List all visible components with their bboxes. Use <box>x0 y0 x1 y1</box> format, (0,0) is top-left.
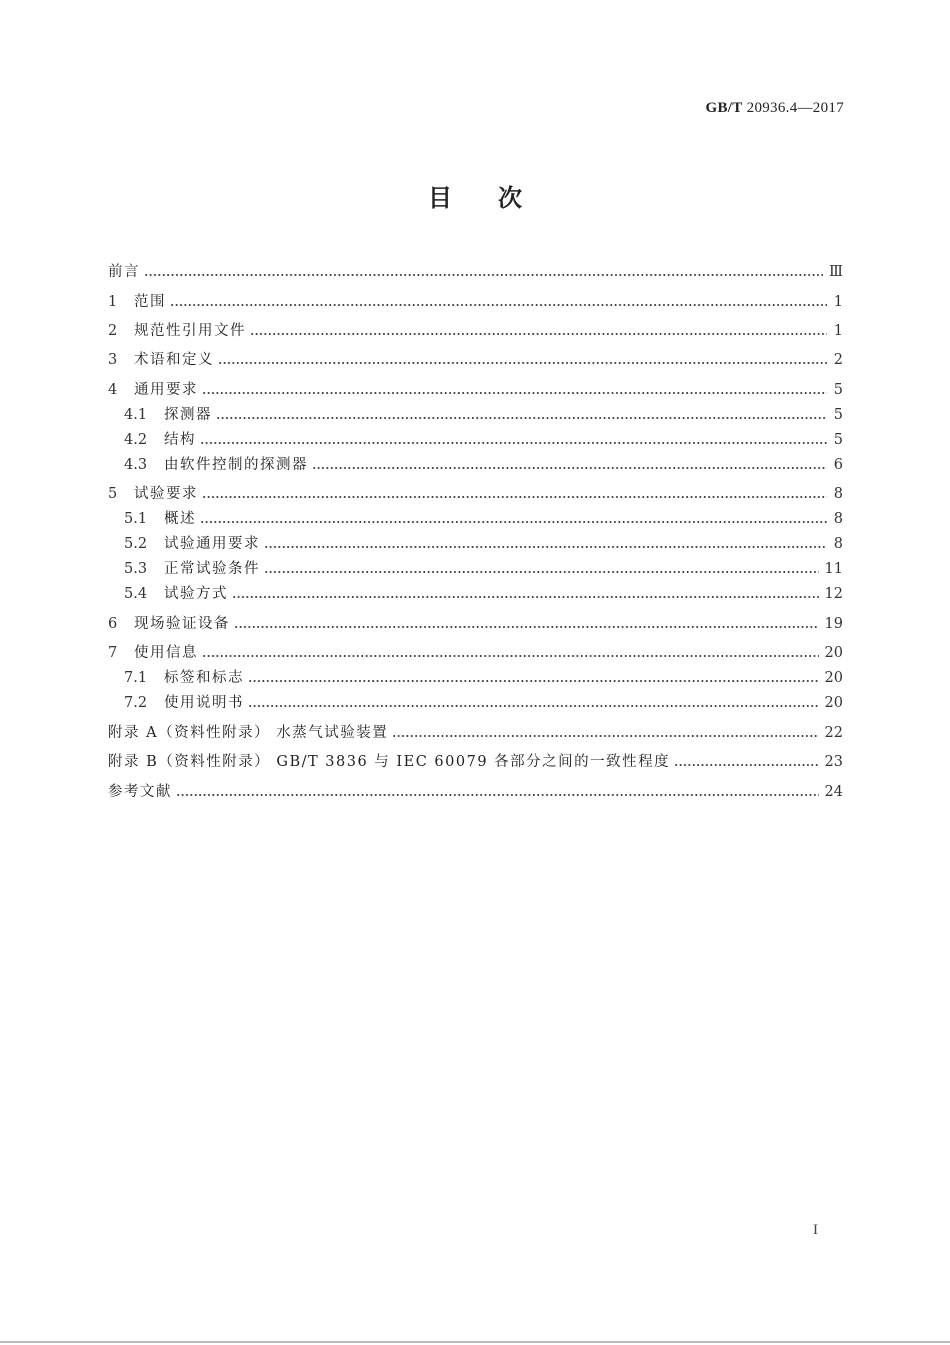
toc-entry-number: 4.1 <box>124 407 148 423</box>
toc-entry-number: 5.4 <box>124 586 148 602</box>
standard-code: 20936.4—2017 <box>746 100 844 116</box>
toc-entry-page: 8 <box>833 511 843 527</box>
toc-entry-page: 23 <box>824 754 843 770</box>
toc-entry-title: 试验方式 <box>164 586 228 602</box>
toc-dot-leader <box>264 546 827 548</box>
toc-entry-number: 5 <box>108 486 118 502</box>
toc-entry-title: 附录 A（资料性附录） 水蒸气试验装置 <box>108 725 389 741</box>
standard-prefix: GB/T <box>705 100 743 116</box>
toc-dot-leader <box>234 626 819 628</box>
toc-entry-page: 19 <box>824 616 843 632</box>
toc-entry[interactable] <box>124 509 843 529</box>
toc-entry-number: 1 <box>108 294 118 310</box>
toc-entry-title: 参考文献 <box>108 784 172 800</box>
toc-entry-number: 5.3 <box>124 561 148 577</box>
toc-entry-title: 范围 <box>134 294 166 310</box>
toc-entry-number: 4.3 <box>124 457 148 473</box>
toc-entry-title: 使用说明书 <box>164 695 244 711</box>
toc-entry-title: 由软件控制的探测器 <box>164 457 308 473</box>
toc-entry[interactable] <box>124 430 843 450</box>
toc-dot-leader <box>200 521 827 523</box>
toc-entry-number: 6 <box>108 616 118 632</box>
toc-dot-leader <box>218 362 827 364</box>
toc-entry-page: 22 <box>824 725 843 741</box>
toc-dot-leader <box>216 417 827 419</box>
toc-entry[interactable] <box>108 643 843 663</box>
toc-entry-page: 20 <box>824 670 843 686</box>
toc-entry-number: 4 <box>108 382 118 398</box>
toc-entry-title: 使用信息 <box>134 645 198 661</box>
toc-entry-title: 规范性引用文件 <box>134 323 246 339</box>
toc-dot-leader <box>392 735 818 737</box>
toc-dot-leader <box>248 705 819 707</box>
toc-entry-page: 8 <box>833 486 843 502</box>
toc-entry-title: 正常试验条件 <box>164 561 260 577</box>
toc-dot-leader <box>232 596 819 598</box>
toc-entry[interactable] <box>108 752 843 772</box>
toc-entry-title: 探测器 <box>164 407 212 423</box>
toc-entry-number: 5.2 <box>124 536 148 552</box>
toc-entry-number: 5.1 <box>124 511 148 527</box>
toc-entry-number: 2 <box>108 323 118 339</box>
toc-dot-leader <box>248 680 819 682</box>
toc-dot-leader <box>202 392 827 394</box>
toc-dot-leader <box>202 496 827 498</box>
page-number: I <box>813 1222 818 1238</box>
toc-entry[interactable] <box>108 484 843 504</box>
toc-entry-title: 术语和定义 <box>134 352 214 368</box>
toc-entry[interactable] <box>108 292 843 312</box>
toc-dot-leader <box>264 571 819 573</box>
toc-entry-page: 1 <box>833 323 843 339</box>
toc-dot-leader <box>250 333 827 335</box>
toc-entry-number: 4.2 <box>124 432 148 448</box>
toc-entry[interactable] <box>124 455 843 475</box>
toc-entry-number: 3 <box>108 352 118 368</box>
toc-entry-title: 结构 <box>164 432 196 448</box>
toc-entry[interactable] <box>124 534 843 554</box>
toc-dot-leader <box>202 655 819 657</box>
toc-entry[interactable] <box>108 350 843 370</box>
toc-entry-page: 12 <box>824 586 843 602</box>
toc-entry[interactable] <box>124 693 843 713</box>
toc-entry-page: 20 <box>824 695 843 711</box>
toc-entry[interactable] <box>108 723 843 743</box>
toc-entry-number: 7.2 <box>124 695 148 711</box>
toc-entry[interactable] <box>124 668 843 688</box>
toc-entry-page: 20 <box>824 645 843 661</box>
toc-entry-title: 附录 B（资料性附录） GB/T 3836 与 IEC 60079 各部分之间的一致性程度 <box>108 754 671 770</box>
toc-entry-page: 8 <box>833 536 843 552</box>
page-bottom-rule <box>0 1341 950 1343</box>
toc-entry-title: 现场验证设备 <box>134 616 230 632</box>
toc-entry-page: 2 <box>833 352 843 368</box>
toc-entry-number: 7 <box>108 645 118 661</box>
toc-entry-page: 5 <box>833 382 843 398</box>
toc-entry[interactable] <box>108 321 843 341</box>
toc-entry-page: 5 <box>833 432 843 448</box>
toc-entry[interactable] <box>108 614 843 634</box>
toc-entry-page: Ⅲ <box>829 264 843 280</box>
toc-entry-page: 11 <box>824 561 843 577</box>
toc-entry-page: 24 <box>824 784 843 800</box>
toc-entry-page: 6 <box>833 457 843 473</box>
toc-dot-leader <box>176 794 819 796</box>
toc-dot-leader <box>170 304 827 306</box>
toc-entry-title: 概述 <box>164 511 196 527</box>
toc-entry-title: 通用要求 <box>134 382 198 398</box>
toc-entry[interactable] <box>108 380 843 400</box>
toc-entry[interactable] <box>124 559 843 579</box>
toc-dot-leader <box>144 274 823 276</box>
toc-entry-number: 7.1 <box>124 670 148 686</box>
toc-entry[interactable] <box>108 262 843 282</box>
toc-dot-leader <box>674 764 818 766</box>
toc-entry[interactable] <box>124 584 843 604</box>
toc-entry-page: 5 <box>833 407 843 423</box>
toc-dot-leader <box>200 442 827 444</box>
page-title: 目次 <box>428 184 568 212</box>
toc-entry[interactable] <box>124 405 843 425</box>
toc-entry-title: 试验通用要求 <box>164 536 260 552</box>
toc-entry[interactable] <box>108 782 843 802</box>
toc-dot-leader <box>312 467 827 469</box>
toc-entry-title: 前言 <box>108 264 140 280</box>
toc-entry-title: 标签和标志 <box>164 670 244 686</box>
toc-entry-title: 试验要求 <box>134 486 198 502</box>
toc-entry-page: 1 <box>833 294 843 310</box>
